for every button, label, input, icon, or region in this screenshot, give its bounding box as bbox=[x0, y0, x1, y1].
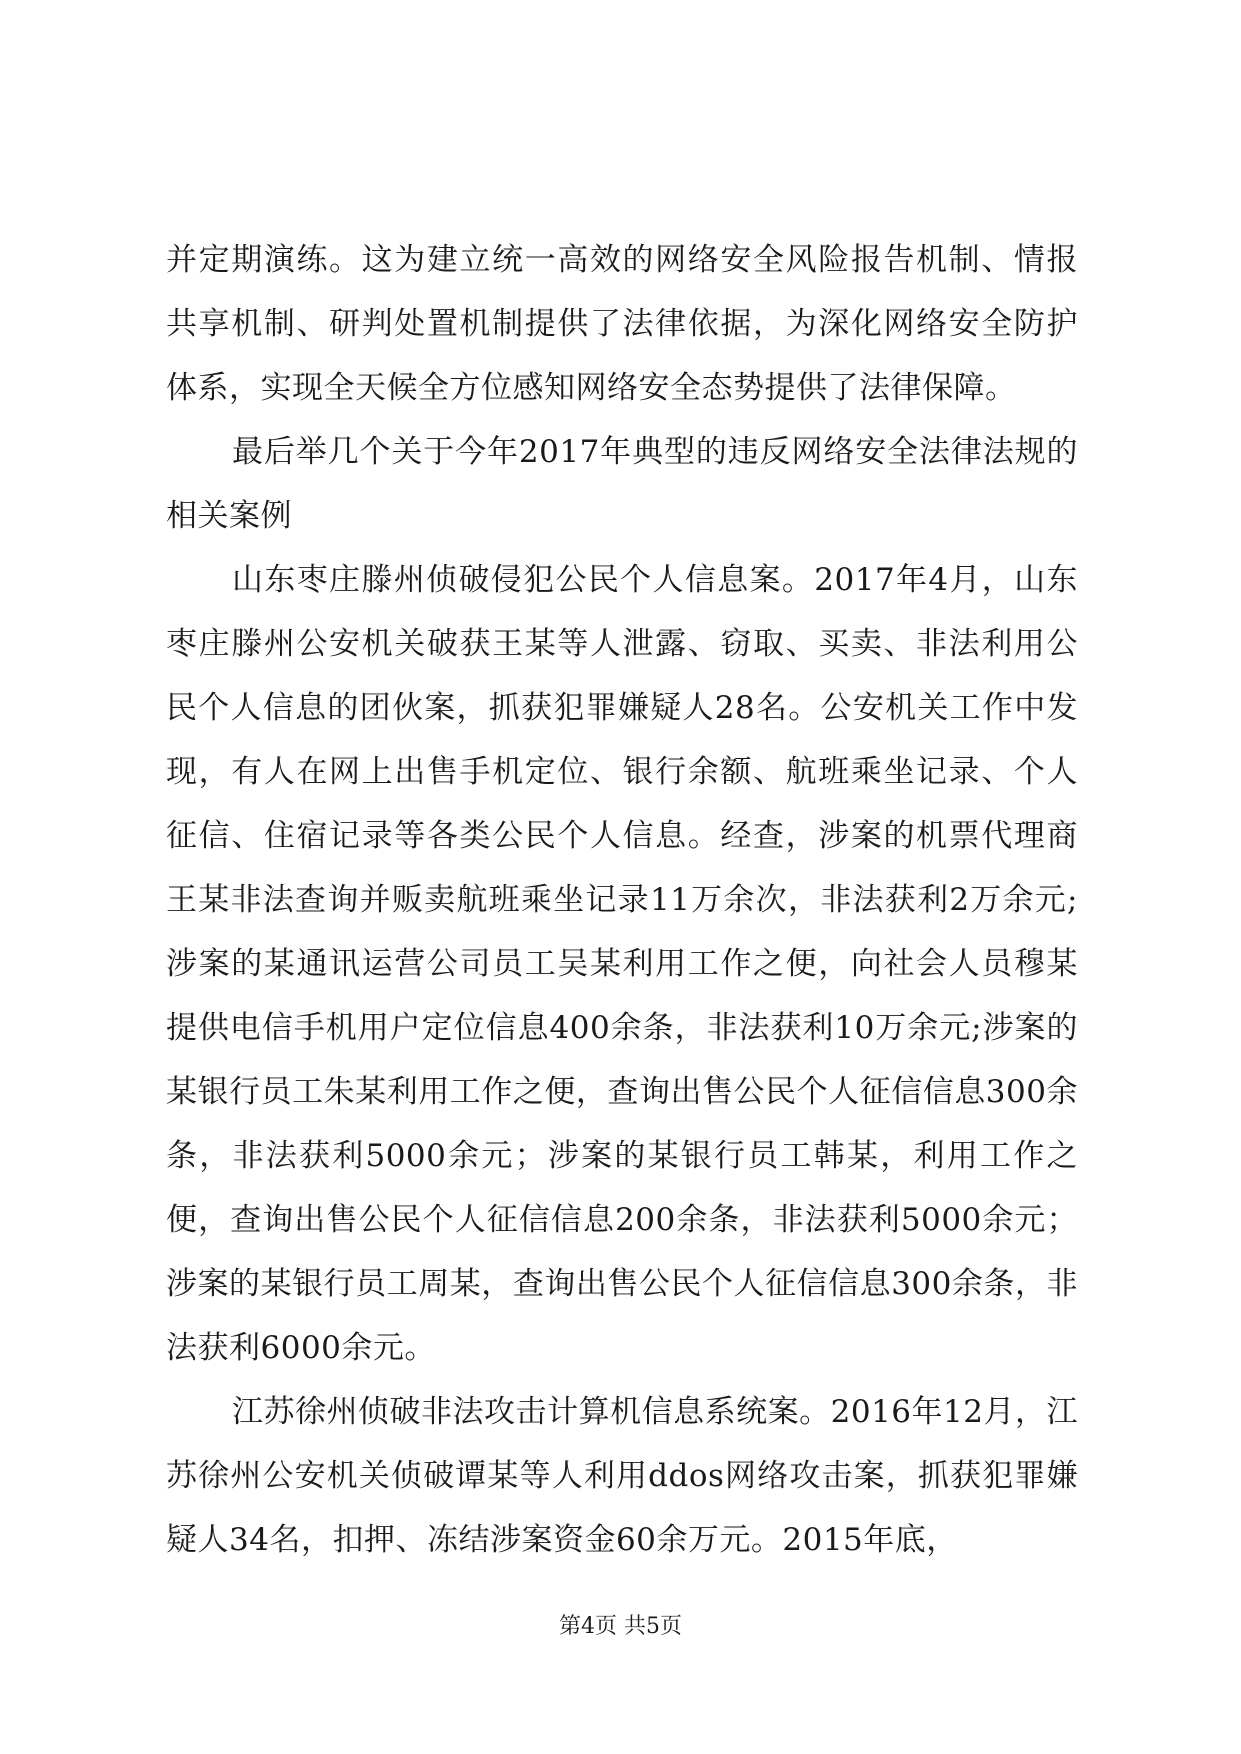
page-footer bbox=[0, 1612, 1241, 1642]
paragraph-1: 并定期演练。这为建立统一高效的网络安全风险报告机制、情报共享机制、研判处置机制提供了法律依据，为深化网络安全防护体系，实现全天候全方位感知网络安全态势提供了法律保障。 bbox=[166, 242, 1078, 406]
document-body bbox=[166, 228, 1078, 1572]
paragraph-3: 山东枣庄滕州侦破侵犯公民个人信息案。2017年4月，山东枣庄滕州公安机关破获王某等人泄露、窃取、买卖、非法利用公民个人信息的团伙案，抓获犯罪嫌疑人28名。公安机关工作中发现，有人在网上出售手机定位、银行余额、航班乘坐记录、个人征信、住宿记录等各类公民个人信息。经查，涉案的机票代理商王某非法查询并贩卖航班乘坐记录11万余次，非法获利2万余元;涉案的某通讯运营公司员工吴某利用工作之便，向社会人员穆某提供电信手机用户定位信息400余条，非法获利10万余元;涉案的某银行员工朱某利用工作之便，查询出售公民个人征信信息300余条，非法获利5000余元；涉案的某银行员工韩某，利用工作之便，查询出售公民个人征信信息200余条，非法获利5000余元；涉案的某银行员工周某，查询出售公民个人征信信息300余条，非法获利6000余元。 bbox=[166, 562, 1078, 1366]
paragraph-4: 江苏徐州侦破非法攻击计算机信息系统案。2016年12月，江苏徐州公安机关侦破谭某等人利用ddos网络攻击案，抓获犯罪嫌疑人34名，扣押、冻结涉案资金60余万元。2015年底， bbox=[166, 1394, 1078, 1558]
page-number-label: 第4页 共5页 bbox=[559, 1614, 682, 1639]
paragraph-2: 最后举几个关于今年2017年典型的违反网络安全法律法规的相关案例 bbox=[166, 434, 1078, 534]
